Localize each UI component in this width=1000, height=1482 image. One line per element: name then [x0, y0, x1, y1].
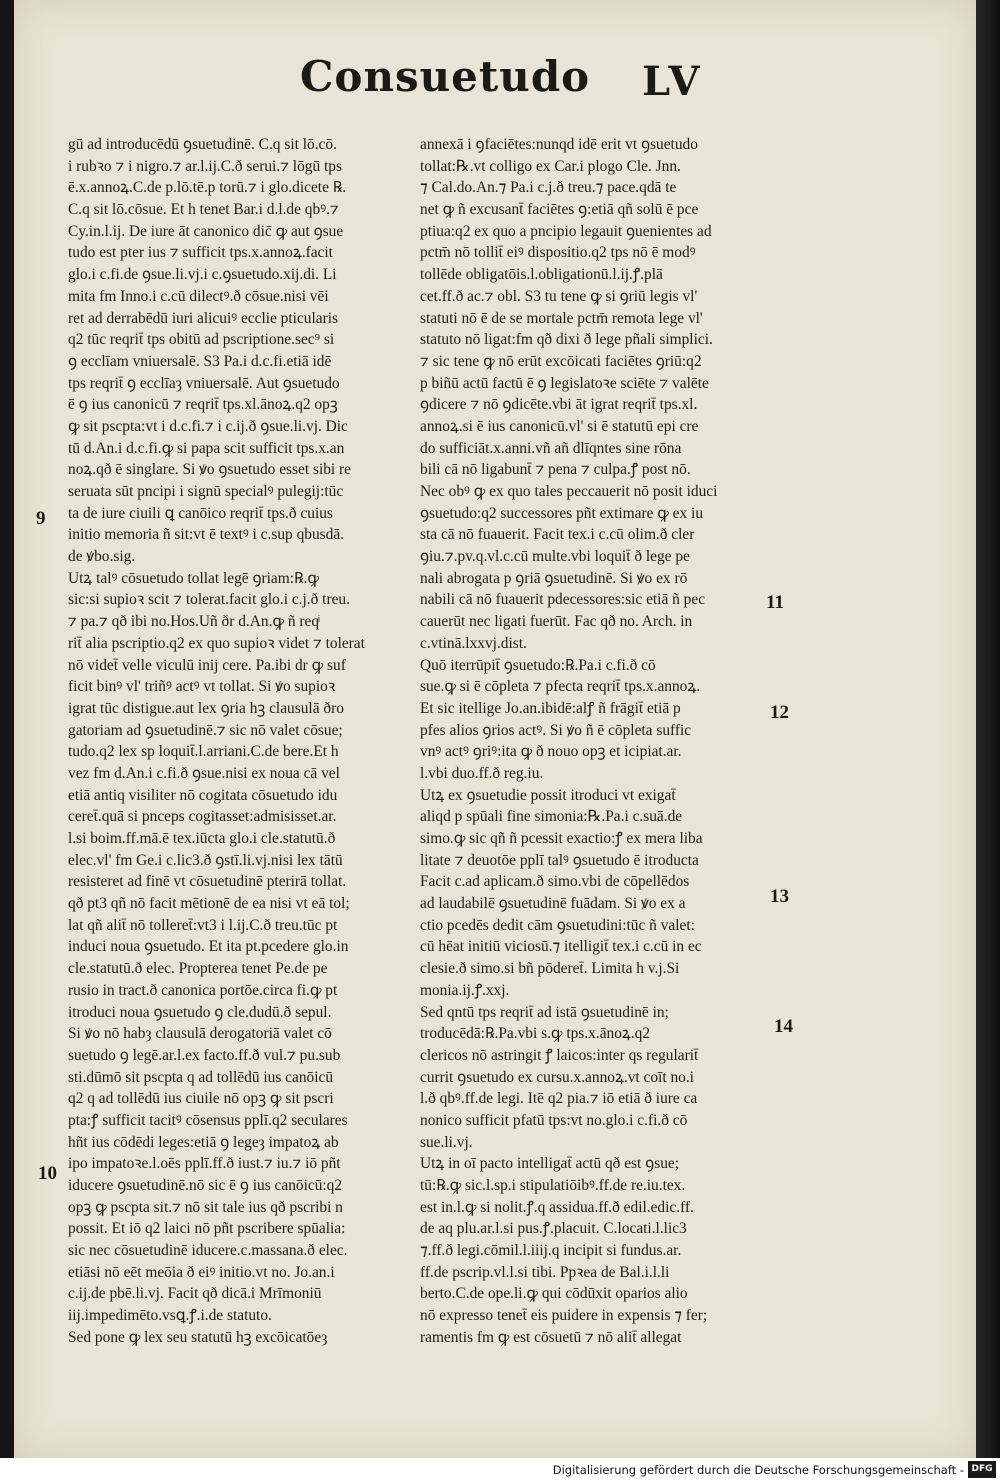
- margin-number-11: 11: [766, 592, 784, 613]
- text-line: litate ⁊ deuotōe pplī talꝰ ꝯsuetudo ē itroducta: [420, 851, 699, 869]
- text-line: pctm̄ nō tollit̄ eiꝰ dispositio.q2 tps nō ē modꝰ: [420, 244, 696, 262]
- text-line: cle.statutū.ð elec. Propterea tenet Pe.de pe: [68, 960, 328, 978]
- text-line: Facit c.ad aplicam.ð simo.vbi de cōpellēdos: [420, 873, 690, 891]
- text-line: hñt ius cōdēdi leges:etiā ꝯ legeȝ impatoꝝ ab: [68, 1133, 339, 1151]
- text-line: nō videt̄ velle viculū inij cere. Pa.ibi dr ꝙ suf: [68, 656, 346, 674]
- text-line: Nec obꝰ ꝙ ex quo tales peccauerit nō posit iduci: [420, 483, 718, 500]
- text-line: itroduci noua ꝯsuetudo ꝯ cle.dudū.ð sepul.: [68, 1003, 332, 1021]
- text-line: tū d.An.i d.c.fi.ꝙ si papa scit sufficit tps.x.an: [68, 439, 345, 457]
- text-line: nali abrogata p ꝯriā ꝯsuetudinē. Si ꝟo ex rō: [420, 569, 688, 587]
- text-line: l.ð qbꝰ.ff.de legi. Itē q2 pia.⁊ iō etiā ð iure ca: [420, 1090, 698, 1108]
- margin-number-14: 14: [774, 1016, 793, 1037]
- text-line: ē.x.annoꝝ.C.de p.lō.tē.p torū.⁊ i glo.dicete ℞.: [68, 179, 347, 197]
- text-line: Sed qntū tps reqrit̄ ad istā ꝯsuetudinē in;: [420, 1003, 669, 1021]
- text-line: seruata sūt pncipi i signū specialꝰ pulegij:tūc: [68, 483, 344, 500]
- text-line: de ꝟbo.sig.: [68, 548, 136, 566]
- text-line: q2 tūc reqrit̄ tps obitū ad pscriptione.sec⁹ si: [68, 331, 335, 349]
- text-line: induci noua ꝯsuetudo. Et ita pt.pcedere glo.in: [68, 938, 349, 956]
- text-line: Si ꝟo nō habȝ clausulā derogatoriā valet cō: [68, 1025, 332, 1043]
- text-line: pfes alios ꝯrios actꝰ. Si ꝟo ñ ē cōpleta suffic: [420, 721, 692, 739]
- text-line: igrat tūc distigue.aut lex ꝯria hꝫ clausulā ðro: [68, 699, 344, 717]
- text-line: tū:℞.ꝙ sic.l.sp.i stipulatiōibꝰ.ff.de re.iu.tex.: [420, 1177, 686, 1194]
- text-line: ptiua:q2 ex quo a pncipio legauit ꝯuenientes ad: [420, 222, 712, 240]
- text-line: sic nec cōsuetudinē iducere.c.massana.ð elec.: [68, 1242, 348, 1260]
- text-line: etiāsi nō eēt meōia ð eiꝰ initio.vt no. Jo.an.i: [68, 1263, 335, 1281]
- text-line: troducēdā:℞.Pa.vbi s.ꝙ tps.x.ānoꝝ.q2: [420, 1025, 651, 1043]
- text-line: vnꝰ actꝰ ꝯriꝰ:ita ꝙ ð nouo opꝫ et icipiat.ar.: [420, 743, 682, 761]
- text-line: gatoriam ad ꝯsuetudinē.⁊ sic nō valet cōsue;: [68, 721, 343, 739]
- text-line: Utꝝ in oī pacto intelligat̄ actū qð est ꝯsue;: [420, 1155, 679, 1173]
- text-line: clesie.ð simo.si bñ pōderet̄. Limita h v.j.Si: [420, 960, 680, 978]
- text-line: statuto nō ligat:fm qð dixi ð lege pñali simplici.: [420, 331, 713, 349]
- margin-number-12: 12: [770, 702, 789, 723]
- text-line: annoꝝ.si ē ius canonicū.vl' si ē statutū epi cre: [420, 417, 699, 435]
- text-line: elec.vl' fm Ge.i c.lic3.ð ꝯstī.li.vj.nisi lex tātū: [68, 851, 343, 869]
- text-line: ret ad derrabēdū iuri alicuiꝰ ecclie pticularis: [68, 309, 338, 327]
- text-line: net ꝙ ñ excusant̄ faciētes ꝯ:etiā qñ solū ē pce: [420, 201, 699, 219]
- text-line: l.vbi duo.ff.ð reg.iu.: [420, 764, 544, 782]
- text-line: Utꝝ talꝰ cōsuetudo tollat legē ꝯriam:℞.ꝙ: [68, 569, 319, 587]
- text-line: tudo.q2 lex sp loquit̄.l.arriani.C.de bere.Et h: [68, 743, 339, 761]
- dfg-logo: DFG: [968, 1461, 996, 1478]
- text-line: tollat:℞.vt colligo ex Car.i plogo Cle. Jnn.: [420, 157, 681, 175]
- text-line: ⁊.ff.ð legi.cōmil.l.iiij.q incipit si fundus.ar.: [420, 1242, 682, 1260]
- text-line: ꝯdicere ⁊ nō ꝯdicēte.vbi āt igrat reqrit̄ tps.xl.: [420, 396, 698, 414]
- text-line: c.ij.de pbē.li.vj. Facit qð dicā.i Mrīmoniū: [68, 1285, 322, 1303]
- text-line: sta cā nō fuauerit. Facit tex.i c.cū olim.ð cler: [420, 526, 695, 544]
- text-line: Utꝝ ex ꝯsuetudie possit itroduci vt exigat̄: [420, 786, 676, 804]
- text-line: etiā antiq visiliter nō cogitata cōsuetudo idu: [68, 786, 338, 804]
- text-line: rusio in tract.ð canonica portōe.circa fi.ꝙ pt: [68, 981, 338, 999]
- text-line: ff.de pscrip.vl.l.si tibi. Ppꝛea de Bal.i.l.li: [420, 1263, 670, 1281]
- text-line: nabili cā nō fuauerit pdecessores:sic etiā ñ pec: [420, 591, 706, 609]
- text-line: cū hēat initiū viciosū.⁊ itelligit̄ tex.i c.cū in ec: [420, 938, 702, 956]
- text-line: de aq plu.ar.l.si pus.ꝭ.placuit. C.locati.l.lic3: [420, 1220, 687, 1238]
- text-line: vez fm d.An.i c.fi.ð ꝯsue.nisi ex noua cā vel: [68, 764, 340, 782]
- text-line: simo.ꝙ sic qñ ñ pcessit exactio:ꝭ ex mera liba: [420, 830, 703, 847]
- text-line: glo.i c.fi.de ꝯsue.li.vj.i c.ꝯsuetudo.xij.di. Li: [68, 266, 337, 284]
- footer-bar: [0, 1458, 1000, 1482]
- text-line: p biñū actū factū ē ꝯ legislatoꝛe sciēte ⁊ valēte: [420, 374, 709, 392]
- text-line: opꝫ ꝙ pscpta sit.⁊ nō sit tale ius qð pscribi n: [68, 1198, 343, 1216]
- text-line: bili cā nō ligabunt̄ ⁊ pena ⁊ culpa.ꝭ post nō.: [420, 461, 691, 479]
- text-line: lat qñ alit̄ nō tolleret̄:vt3 i l.ij.C.ð treu.tūc pt: [68, 916, 338, 934]
- text-line: monia.ij.ꝭ.xxj.: [420, 981, 510, 999]
- text-line: ꝯsuetudo:q2 successores pñt extimare ꝙ ex iu: [420, 504, 704, 522]
- text-line: noꝝ.qð ē singlare. Si ꝟo ꝯsuetudo esset sibi re: [68, 461, 351, 479]
- left-text-column: [68, 134, 406, 1349]
- text-line: suetudo ꝯ legē.ar.l.ex facto.ff.ð vul.⁊ pu.sub: [68, 1046, 341, 1064]
- text-line: sue.li.vj.: [420, 1133, 473, 1151]
- text-line: Cy.in.l.ij. De iure āt canonico dic̄ ꝙ aut ꝯsue: [68, 222, 344, 240]
- text-line: tudo est pter ius ⁊ sufficit tps.x.annoꝝ.facit: [68, 244, 333, 262]
- text-line: Sed pone ꝙ lex seu statutū hꝫ excōicatōeȝ: [68, 1328, 328, 1346]
- text-line: nonico sufficit pfatū tps:vt no.glo.i c.fi.ð cō: [420, 1111, 688, 1129]
- text-line: ꝯiu.⁊.pv.q.vl.c.cū multe.vbi loquit̄ ð lege pe: [420, 548, 690, 566]
- text-line: cet.ff.ð ac.⁊ obl. S3 tu tene ꝙ si ꝯriū legis vl': [420, 287, 698, 305]
- text-line: currit ꝯsuetudo ex cursu.x.annoꝝ.vt coīt no.i: [420, 1068, 694, 1086]
- text-line: rit̄ alia pscriptio.q2 ex quo supioꝛ videt ⁊ tolerat: [68, 634, 365, 652]
- text-line: ta de iure ciuili ꝗ canōico reqrit̄ tps.ð cuius: [68, 504, 333, 522]
- text-line: ipo impatoꝛe.l.oēs pplī.ff.ð iust.⁊ iu.⁊ iō pñt: [68, 1155, 341, 1173]
- text-line: i rubꝛo ⁊ i nigro.⁊ ar.l.ij.C.ð serui.⁊ lōgū tps: [68, 157, 342, 175]
- text-line: annexā i ꝯfaciētes:nunqd idē erit vt ꝯsuetudo: [420, 136, 698, 153]
- text-line: ctio pcedēs dedit cām ꝯsuetudini:tūc ñ valet:: [420, 916, 695, 934]
- text-line: berto.C.de ope.li.ꝙ qui cōdūxit oparios alio: [420, 1285, 688, 1303]
- folio-number: LV: [642, 58, 703, 105]
- text-line: ꝙ sit pscpta:vt i d.c.fi.⁊ i c.ij.ð ꝯsue.li.vj. Dic: [68, 417, 348, 435]
- text-line: statuti nō ē de se mortale pctm̄ remota lege vl': [420, 309, 703, 327]
- text-line: ē ꝯ ius canonicū ⁊ reqrit̄ tps.xl.ānoꝝ.q2 opꝫ: [68, 396, 338, 414]
- margin-number-9: 9: [36, 508, 46, 529]
- text-line: qð pt3 qñ nō facit mētionē de ea nisi vt eā tol;: [68, 895, 350, 913]
- text-line: ꝯ ecclīam vniuersalē. S3 Pa.i d.c.fi.etiā idē: [68, 352, 332, 370]
- text-line: est in.l.ꝙ si nolit.ꝭ.q assidua.ff.ð edil.edic.ff.: [420, 1198, 694, 1216]
- margin-number-10: 10: [38, 1163, 57, 1184]
- text-line: resisteret ad finē vt cōsuetudinē pterirā tollat.: [68, 873, 347, 891]
- text-line: c.vtinā.lxxvj.dist.: [420, 634, 527, 652]
- text-line: iducere ꝯsuetudinē.nō sic ē ꝯ ius canōicū:q2: [68, 1177, 343, 1194]
- text-line: sti.dūmō sit pscpta q ad tollēdū ius canōicū: [68, 1068, 334, 1086]
- text-line: ⁊ pa.⁊ qð ibi no.Hos.Uñ ðr d.An.ꝙ ñ reqͥ: [68, 613, 320, 631]
- text-line: pta:ꝭ sufficit tacitꝰ cōsensus pplī.q2 seculares: [68, 1111, 348, 1129]
- text-line: clericos nō astringit ꝭ laicos:inter qs regularit̄: [420, 1046, 699, 1064]
- text-line: tollēde obligatōis.l.obligationū.l.ij.ꝭ.plā: [420, 266, 663, 284]
- text-line: gū ad introducēdū ꝯsuetudinē. C.q sit lō.cō.: [68, 136, 337, 153]
- footer-credit-text: Digitalisierung gefördert durch die Deutsche Forschungsgemeinschaft -: [552, 1463, 964, 1477]
- text-line: mita fm Inno.i c.cū dilectꝰ.ð cōsue.nisi vēi: [68, 287, 329, 305]
- text-line: ⁊ sic tene ꝙ nō erūt excōicati faciētes ꝯriū:q2: [420, 352, 702, 370]
- text-line: ramentis fm ꝙ est cōsuetū ⁊ nō alit̄ allegat: [420, 1328, 682, 1346]
- text-line: C.q sit lō.cōsue. Et h tenet Bar.i d.l.de qbꝰ.⁊: [68, 201, 339, 219]
- text-line: q2 q ad tollēdū ius ciuile nō opꝫ ꝙ sit pscri: [68, 1090, 334, 1108]
- text-line: tps reqrit̄ ꝯ ecclīaȝ vniuersalē. Aut ꝯsuetudo: [68, 374, 340, 392]
- page-edge: [976, 0, 1000, 1458]
- text-line: aliqd p spūali fine simonia:℞.Pa.i c.suā.de: [420, 808, 683, 826]
- text-line: cauerūt nec ligati fuerūt. Fac qð no. Arch. in: [420, 613, 693, 631]
- text-line: ad laudabilē ꝯsuetudinē fuādam. Si ꝟo ex a: [420, 895, 686, 913]
- margin-number-13: 13: [770, 886, 789, 907]
- text-line: iij.impedimēto.vsꝗ.ꝭ.i.de statuto.: [68, 1307, 272, 1325]
- text-line: ficit binꝰ vl' triñꝰ actꝰ vt tollat. Si ꝟo supioꝛ: [68, 678, 336, 696]
- text-line: sic:si supioꝛ scit ⁊ tolerat.facit glo.i c.j.ð treu.: [68, 591, 350, 609]
- text-line: nō expresso tenet̄ eis puidere in expensis ⁊ fer;: [420, 1307, 708, 1325]
- text-line: ⁊ Cal.do.An.⁊ Pa.i c.j.ð treu.⁊ pace.qdā te: [420, 179, 677, 197]
- running-head-title: Consuetudo: [300, 52, 591, 101]
- text-line: Quō iterrūpit̄ ꝯsuetudo:℞.Pa.i c.fi.ð cō: [420, 656, 656, 674]
- text-line: sue.ꝙ si ē cōpleta ⁊ pfecta reqrit̄ tps.x.annoꝝ.: [420, 678, 701, 696]
- right-text-column: [420, 134, 758, 1349]
- text-line: possit. Et iō q2 laici nō pñt pscribere spūalia:: [68, 1220, 346, 1238]
- text-line: initio memoria ñ sit:vt ē textꝰ i c.sup qbusdā.: [68, 526, 345, 544]
- text-line: ceret̄.quā si pnceps cogitasset:admisisset.ar.: [68, 808, 337, 826]
- text-line: do sufficiāt.x.anni.vñ añ dlīqntes sine rōna: [420, 439, 682, 457]
- text-line: l.si boim.ff.mā.ē tex.iūcta glo.i cle.statutū.ð: [68, 830, 336, 847]
- text-line: Et sic itellige Jo.an.ibidē:alꝭ ñ frāgit̄ etiā p: [420, 699, 681, 717]
